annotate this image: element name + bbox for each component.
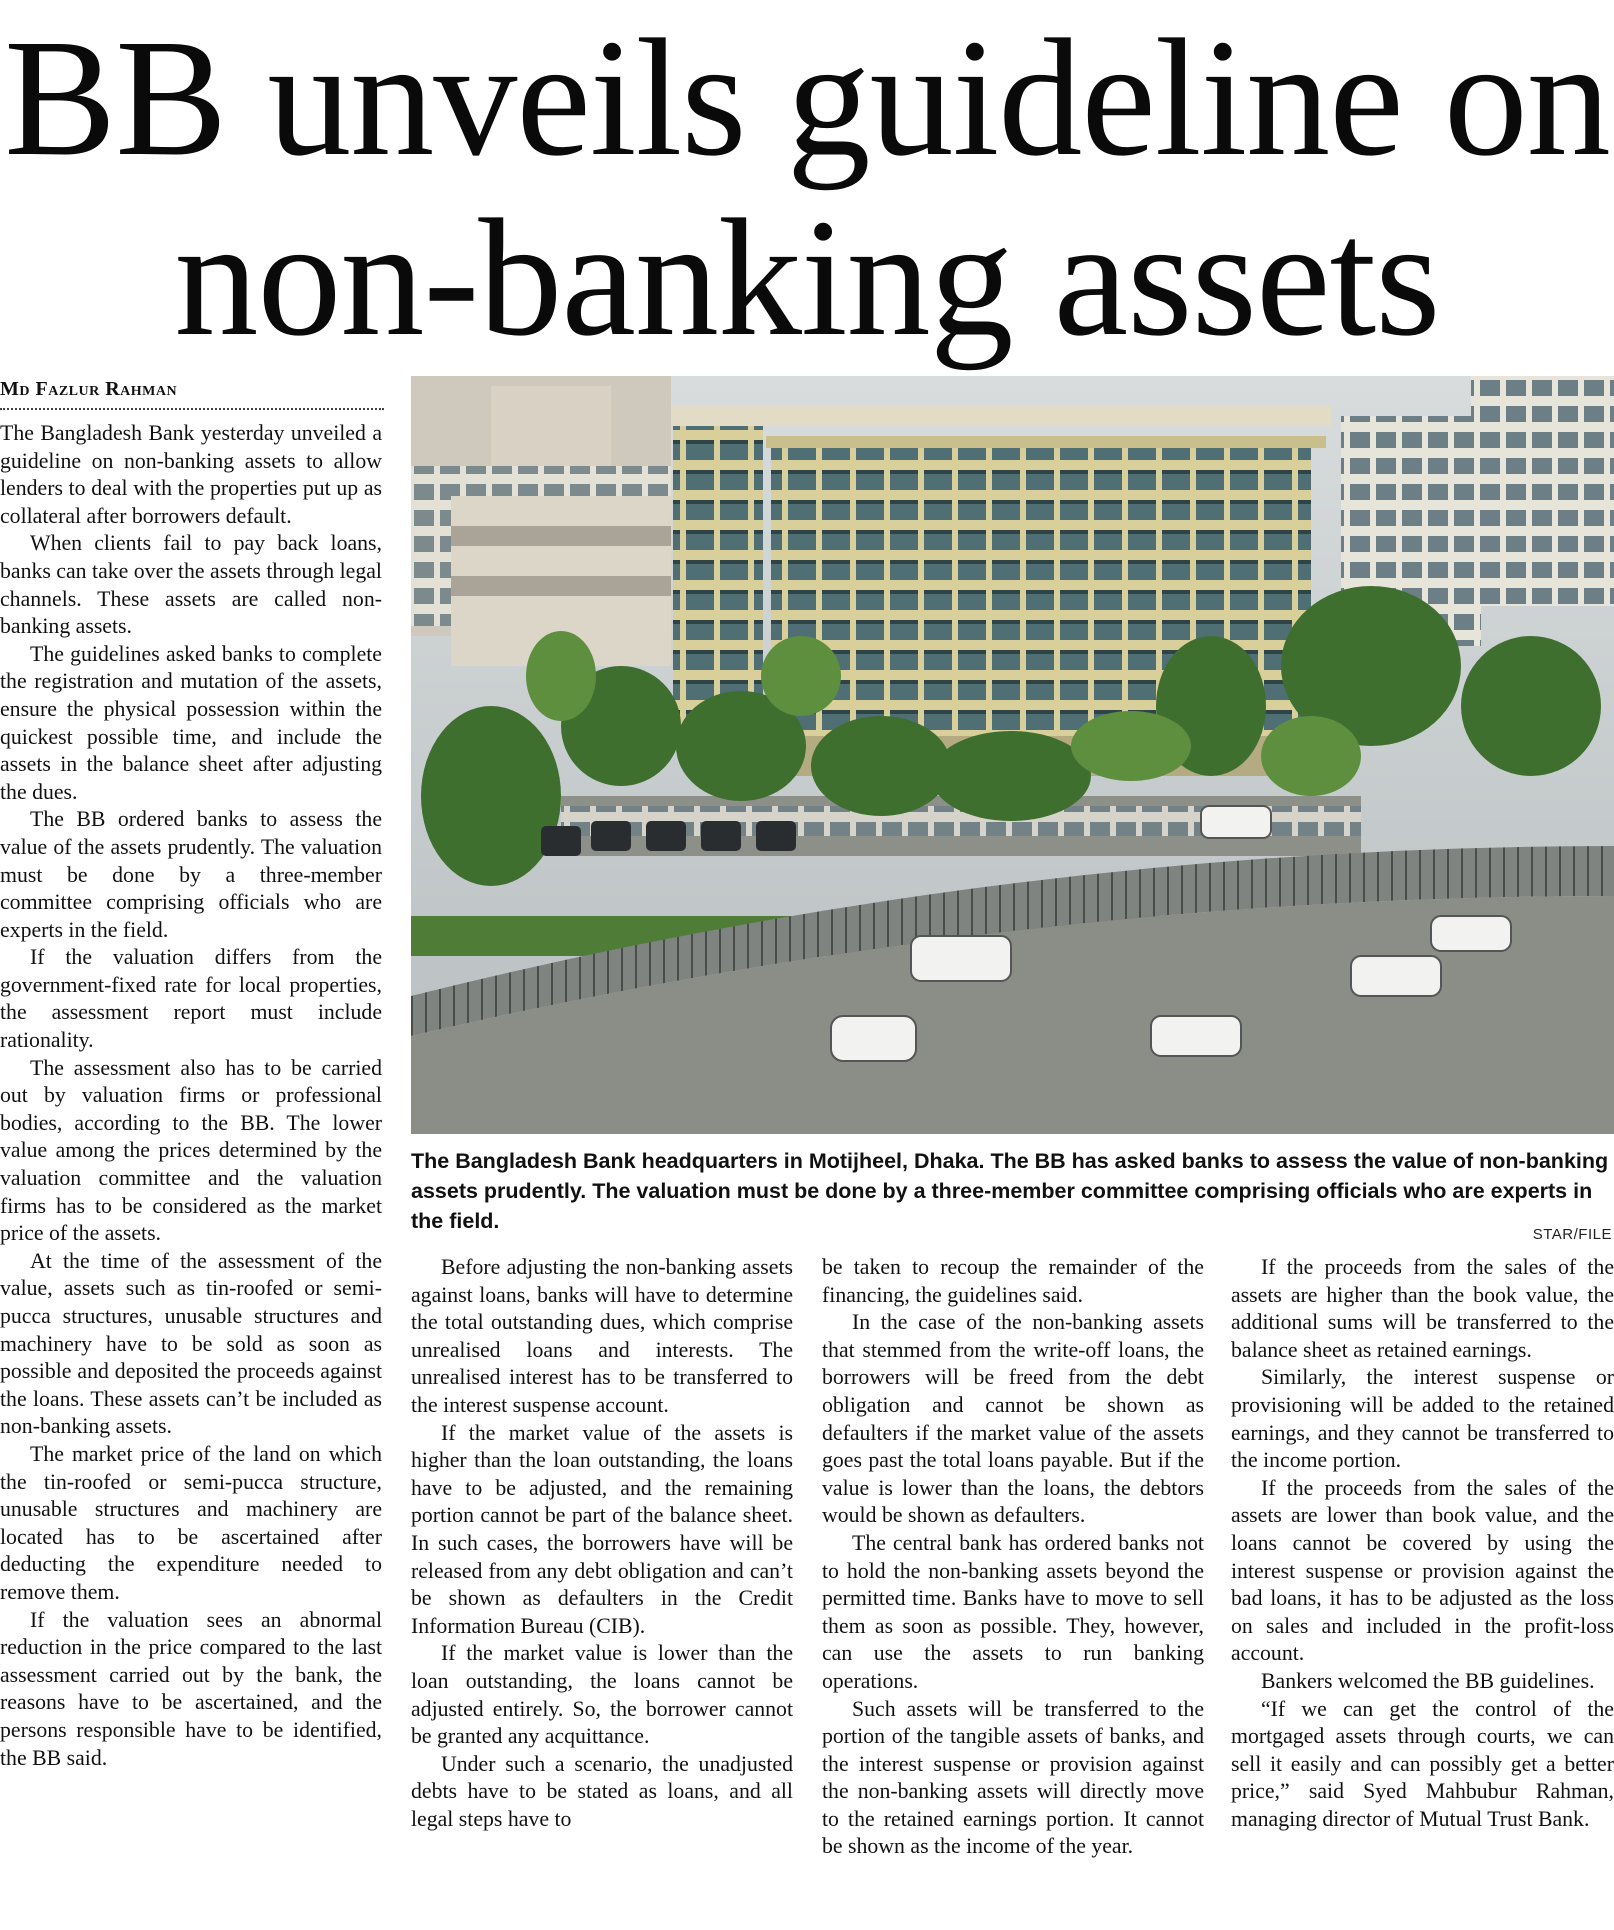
paragraph: The Bangladesh Bank yesterday unveiled a guideline on non-banking assets to allow lenders to deal with the properties put up as collateral after borrowers default.	[0, 421, 382, 528]
headline-line-1: BB unveils guideline on	[4, 5, 1610, 191]
paragraph: If the valuation sees an abnormal reduction in the price compared to the last assessment carried out by the bank, the reasons have to be ascertained, and the persons responsible have to be identified, the BB said.	[0, 1607, 382, 1770]
paragraph: Before adjusting the non-banking assets against loans, banks will have to determine the total outstanding dues, which comprise unrealised loans and interests. The unrealised interest has to be transferred to the interest suspense account.	[411, 1255, 793, 1417]
paragraph: “If we can get the control of the mortgaged assets through courts, we can sell it easily and can possibly get a better price,” said Syed Mahbubur Rahman, managing director of Mutual Trust Bank.	[1231, 1696, 1614, 1831]
paragraph: The assessment also has to be carried out by valuation firms or professional bodies, according to the BB. The lower value among the prices determined by the valuation committee and the valuation firms has to be considered as the market price of the assets.	[0, 1055, 382, 1246]
article-column-2	[411, 1254, 793, 1833]
article-column-3	[822, 1254, 1204, 1861]
article-column-1	[0, 420, 382, 1772]
headline	[0, 5, 1614, 371]
paragraph: Such assets will be transferred to the portion of the tangible assets of banks, and the interest suspense or provision against the non-banking assets will directly move to the retained earnings portion. It cannot be shown as the income of the year.	[822, 1696, 1204, 1859]
paragraph: The guidelines asked banks to complete the registration and mutation of the assets, ensure the physical possession within the quickest possible time, and include the assets in the balance sheet after adjusting the dues.	[0, 641, 382, 804]
headline-line-2: non-banking assets	[174, 185, 1440, 371]
paragraph: Similarly, the interest suspense or provisioning will be added to the retained earnings, and they cannot be transferred to the income portion.	[1231, 1365, 1614, 1473]
photo-credit: STAR/FILE	[1532, 1226, 1612, 1243]
paragraph: The BB ordered banks to assess the value of the assets prudently. The valuation must be done by a three-member committee comprising officials who are experts in the field.	[0, 807, 382, 942]
paragraph: Under such a scenario, the unadjusted debts have to be stated as loans, and all legal steps have to	[411, 1751, 793, 1831]
byline-divider	[0, 408, 384, 410]
paragraph: If the proceeds from the sales of the assets are higher than the book value, the additional sums will be transferred to the balance sheet as retained earnings.	[1231, 1255, 1614, 1362]
paragraph: The market price of the land on which the tin-roofed or semi-pucca structure, unusable structures and machinery are located has to be ascertained after deducting the expenditure needed to remove them.	[0, 1441, 382, 1604]
news-photo	[411, 376, 1614, 1134]
paragraph: When clients fail to pay back loans, banks can take over the assets through legal channels. These assets are called non-banking assets.	[0, 531, 382, 639]
paragraph: be taken to recoup the remainder of the financing, the guidelines said.	[822, 1255, 1204, 1307]
paragraph: If the market value is lower than the loan outstanding, the loans cannot be adjusted entirely. So, the borrower cannot be granted any acquittance.	[411, 1641, 793, 1749]
paragraph: Bankers welcomed the BB guidelines.	[1261, 1668, 1595, 1693]
paragraph: If the market value of the assets is higher than the loan outstanding, the loans have to be adjusted, and the remaining portion cannot be part of the balance sheet. In such cases, the borrowers have will be released from any debt obligation and can’t be shown as defaulters in the Credit Information Bureau (CIB).	[411, 1420, 793, 1638]
paragraph: The central bank has ordered banks not to hold the non-banking assets beyond the permitted time. Banks have to move to sell them as soon as possible. They, however, can use the assets to run banking operations.	[822, 1530, 1204, 1693]
photo-caption: The Bangladesh Bank headquarters in Motijheel, Dhaka. The BB has asked banks to assess the value of non-banking assets prudently. The valuation must be done by a three-member committee comprising officials who are experts in the field.	[411, 1149, 1609, 1233]
paragraph: If the proceeds from the sales of the assets are lower than book value, and the loans cannot be covered by using the interest suspense or provision against the bad loans, it has to be adjusted as the loss on sales and included in the profit-loss account.	[1231, 1475, 1614, 1666]
article-column-4	[1231, 1254, 1614, 1833]
paragraph: At the time of the assessment of the value, assets such as tin-roofed or semi-pucca structures, unusable structures and machinery have to be sold as soon as possible and deposited the proceeds against the loans. These assets can’t be included as non-banking assets.	[0, 1248, 382, 1439]
paragraph: If the valuation differs from the government-fixed rate for local properties, the assessment report must include rationality.	[0, 945, 382, 1053]
byline: Md Fazlur Rahman	[0, 378, 178, 400]
paragraph: In the case of the non-banking assets that stemmed from the write-off loans, the borrowers will be freed from the debt obligation and cannot be shown as defaulters if the market value of the assets goes past the total loans payable. But if the value is lower than the loans, the debtors would be shown as defaulters.	[822, 1310, 1204, 1528]
